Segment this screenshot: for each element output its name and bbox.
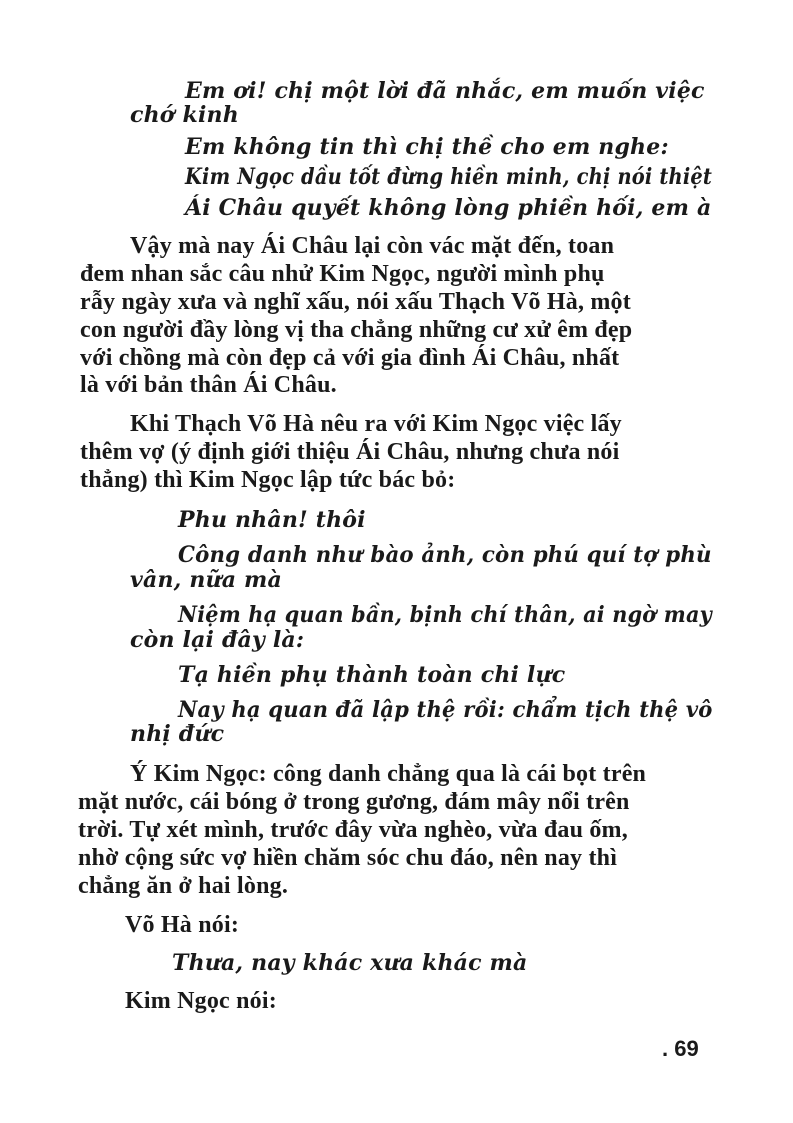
verse-line: Nay hạ quan đã lập thệ rồi: chẩm tịch thệ vô bbox=[178, 697, 713, 723]
paragraph-line: mặt nước, cái bóng ở trong gương, đám mây nổi trên bbox=[78, 789, 630, 815]
paragraph-line: thêm vợ (ý định giới thiệu Ái Châu, nhưng chưa nói bbox=[80, 439, 620, 465]
speaker-label: Võ Hà nói: bbox=[125, 912, 240, 938]
paragraph-line: Vậy mà nay Ái Châu lại còn vác mặt đến, toan bbox=[130, 233, 615, 259]
speaker-label: Kim Ngọc nói: bbox=[125, 988, 277, 1014]
verse-line: Em ơi! chị một lời đã nhắc, em muốn việc bbox=[185, 78, 705, 104]
verse-line: Em không tin thì chị thề cho em nghe: bbox=[185, 134, 669, 160]
verse-line: Tạ hiền phụ thành toàn chi lực bbox=[178, 662, 566, 688]
verse-line: Ái Châu quyết không lòng phiền hối, em à bbox=[185, 195, 712, 221]
page-number: . 69 bbox=[662, 1036, 699, 1061]
paragraph-line: là với bản thân Ái Châu. bbox=[80, 372, 337, 398]
verse-line: Kim Ngọc dầu tốt đừng hiền minh, chị nói thiệt bbox=[185, 164, 713, 190]
verse-line: Phu nhân! thôi bbox=[178, 507, 366, 533]
verse-line: Thưa, nay khác xưa khác mà bbox=[172, 950, 528, 976]
paragraph-line: chẳng ăn ở hai lòng. bbox=[78, 873, 289, 899]
verse-line: còn lại đây là: bbox=[130, 627, 305, 653]
verse-line: vân, nữa mà bbox=[130, 567, 282, 593]
verse-line: chớ kinh bbox=[130, 102, 239, 128]
paragraph-line: thẳng) thì Kim Ngọc lập tức bác bỏ: bbox=[80, 467, 456, 493]
paragraph-line: trời. Tự xét mình, trước đây vừa nghèo, vừa đau ốm, bbox=[78, 817, 628, 843]
paragraph-line: đem nhan sắc câu nhử Kim Ngọc, người mình phụ bbox=[80, 261, 605, 287]
paragraph-line: rẫy ngày xưa và nghĩ xấu, nói xấu Thạch Võ Hà, một bbox=[80, 289, 631, 315]
verse-line: Công danh như bào ảnh, còn phú quí tợ phù bbox=[178, 542, 712, 568]
verse-line: Niệm hạ quan bần, bịnh chí thân, ai ngờ may bbox=[178, 602, 712, 628]
paragraph-line: con người đầy lòng vị tha chẳng những cư xử êm đẹp bbox=[80, 317, 633, 343]
paragraph-line: với chồng mà còn đẹp cả với gia đình Ái Châu, nhất bbox=[80, 345, 620, 371]
verse-line: nhị đức bbox=[130, 721, 225, 747]
paragraph-line: Khi Thạch Võ Hà nêu ra với Kim Ngọc việc lấy bbox=[130, 411, 622, 437]
paragraph-line: Ý Kim Ngọc: công danh chẳng qua là cái bọt trên bbox=[130, 761, 647, 787]
paragraph-line: nhờ cộng sức vợ hiền chăm sóc chu đáo, nên nay thì bbox=[78, 845, 618, 871]
